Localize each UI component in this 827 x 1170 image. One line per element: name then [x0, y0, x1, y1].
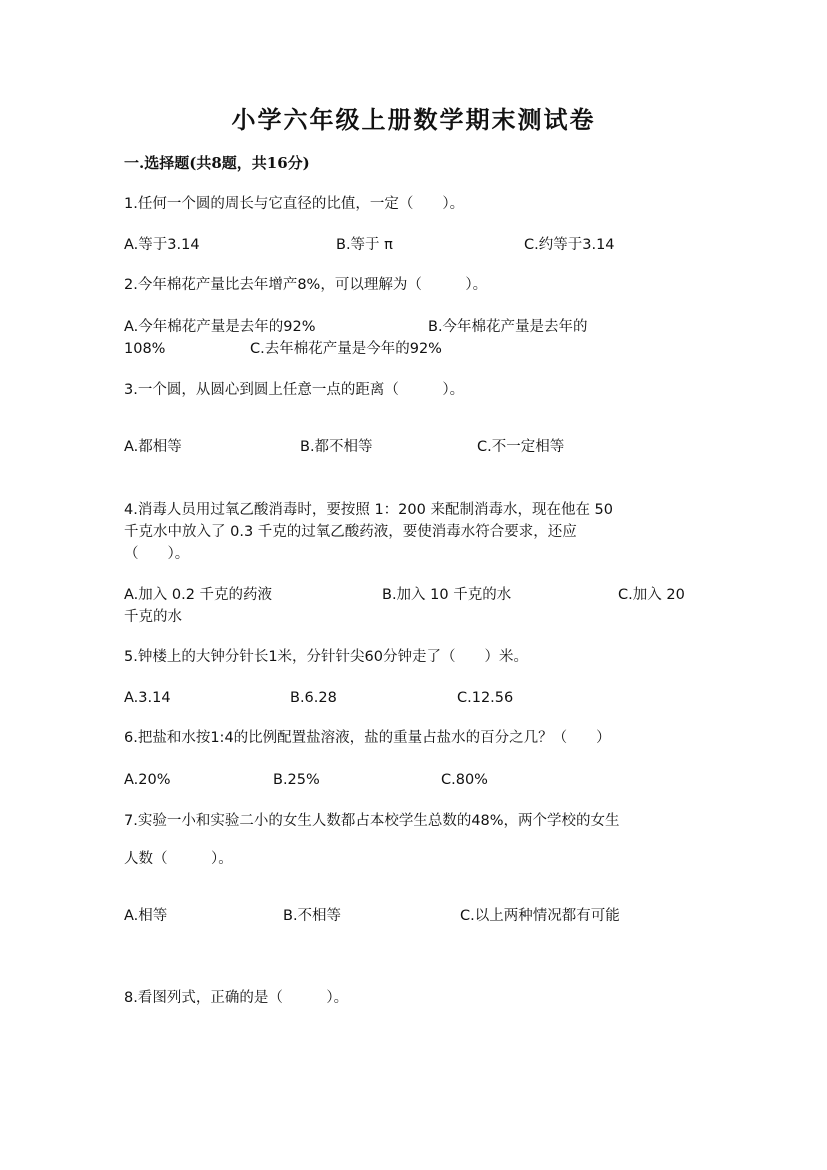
question-4-option-a: A.加入 0.2 千克的药液 [124, 587, 273, 603]
question-3-option-c: C.不一定相等 [477, 439, 565, 455]
question-7-stem-line2: 人数（ ）。 [124, 851, 233, 867]
question-3-stem: 3.一个圆，从圆心到圆上任意一点的距离（ ）。 [124, 382, 465, 398]
question-4-stem-line3: （ ）。 [124, 546, 190, 562]
question-5-option-b: B.6.28 [290, 690, 337, 706]
question-1-option-b: B.等于 π [336, 237, 393, 253]
question-7-option-c: C.以上两种情况都有可能 [460, 908, 620, 924]
question-5-option-c: C.12.56 [457, 690, 514, 706]
section-heading: 一.选择题(共8题，共16分) [124, 154, 310, 172]
page-title: 小学六年级上册数学期末测试卷 [231, 105, 596, 134]
question-5-option-a: A.3.14 [124, 690, 171, 706]
question-4-option-b: B.加入 10 千克的水 [382, 587, 512, 603]
question-6-option-b: B.25% [273, 772, 320, 788]
question-8-stem: 8.看图列式，正确的是（ ）。 [124, 990, 349, 1006]
question-2-option-c: C.去年棉花产量是今年的92% [250, 341, 442, 357]
question-7-option-a: A.相等 [124, 908, 168, 924]
question-2-stem: 2.今年棉花产量比去年增产8%，可以理解为（ ）。 [124, 277, 488, 293]
question-7-stem-line1: 7.实验一小和实验二小的女生人数都占本校学生总数的48%，两个学校的女生 [124, 813, 620, 829]
question-4-option-c: C.加入 20 [618, 587, 685, 603]
question-3-option-a: A.都相等 [124, 439, 182, 455]
question-5-stem: 5.钟楼上的大钟分针长1米，分针针尖60分钟走了（ ）米。 [124, 649, 529, 665]
question-7-option-b: B.不相等 [283, 908, 342, 924]
question-1-option-c: C.约等于3.14 [524, 237, 615, 253]
question-6-option-c: C.80% [441, 772, 488, 788]
question-6-stem: 6.把盐和水按1:4的比例配置盐溶液，盐的重量占盐水的百分之几？（ ） [124, 730, 611, 746]
question-2-option-b: B.今年棉花产量是去年的 [428, 319, 588, 335]
question-2-option-a: A.今年棉花产量是去年的92% [124, 319, 316, 335]
question-4-stem-line2: 千克水中放入了 0.3 千克的过氧乙酸药液，要使消毒水符合要求，还应 [124, 524, 577, 540]
question-6-option-a: A.20% [124, 772, 171, 788]
question-4-option-c-cont: 千克的水 [124, 609, 182, 625]
question-1-option-a: A.等于3.14 [124, 237, 200, 253]
question-4-stem-line1: 4.消毒人员用过氧乙酸消毒时，要按照 1：200 来配制消毒水，现在他在 50 [124, 502, 614, 518]
question-3-option-b: B.都不相等 [300, 439, 373, 455]
question-2-option-b-cont: 108% [124, 341, 166, 357]
question-1-stem: 1.任何一个圆的周长与它直径的比值，一定（ ）。 [124, 196, 465, 212]
